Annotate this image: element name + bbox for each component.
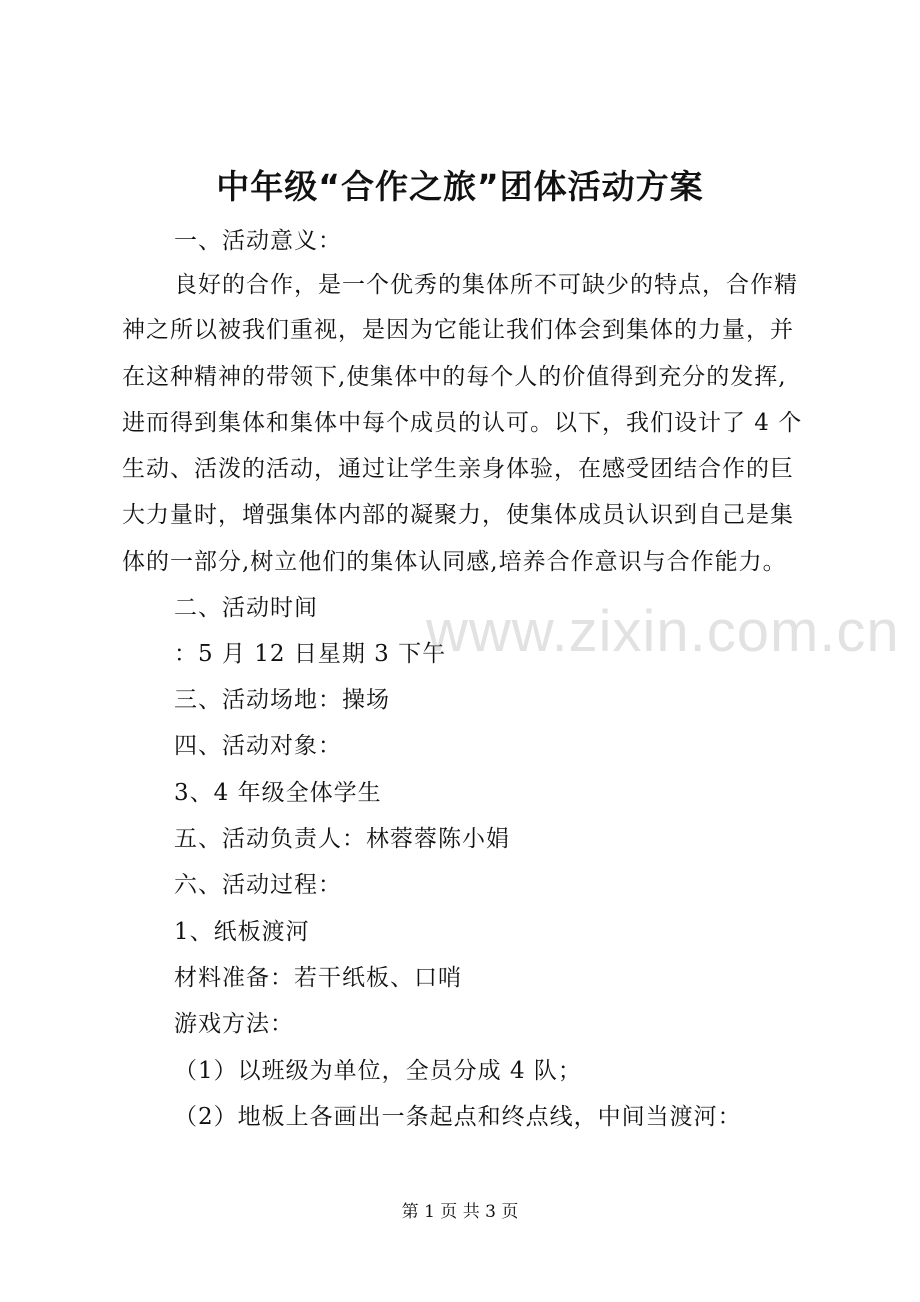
document-title: 中年级“合作之旅”团体活动方案 [216, 167, 704, 206]
game-method-heading: 游戏方法： [174, 1011, 294, 1037]
paragraph-line: 在这种精神的带领下,使集体中的每个人的价值得到充分的发挥, [122, 364, 787, 390]
watermark: www.zixin.com.cn [426, 599, 900, 664]
activity-1-title: 1、纸板渡河 [174, 919, 310, 945]
paragraph-line: 进而得到集体和集体中每个成员的认可。以下，我们设计了 4 个 [122, 410, 803, 436]
section-heading-audience: 四、活动对象： [174, 733, 342, 759]
method-step-1: （1）以班级为单位，全员分成 4 队； [174, 1058, 582, 1084]
section-heading-process: 六、活动过程： [174, 872, 342, 898]
page-footer: 第 1 页 共 3 页 [401, 1202, 519, 1222]
paragraph-line: 生动、活泼的活动，通过让学生亲身体验，在感受团结合作的巨 [122, 456, 794, 482]
materials-line: 材料准备：若干纸板、口哨 [174, 965, 462, 991]
paragraph-line: 良好的合作，是一个优秀的集体所不可缺少的特点，合作精 [174, 272, 798, 298]
audience-value: 3、4 年级全体学生 [174, 780, 382, 806]
section-heading-time: 二、活动时间 [174, 595, 318, 621]
paragraph-line: 大力量时，增强集体内部的凝聚力，使集体成员认识到自己是集 [122, 502, 794, 528]
section-heading-significance: 一、活动意义： [174, 228, 342, 254]
section-heading-venue: 三、活动场地：操场 [174, 687, 390, 713]
paragraph-line: 神之所以被我们重视，是因为它能让我们体会到集体的力量，并 [122, 317, 794, 343]
section-heading-leaders: 五、活动负责人：林蓉蓉陈小娟 [174, 826, 510, 852]
paragraph-line: 体的一部分,树立他们的集体认同感,培养合作意识与合作能力。 [122, 549, 787, 575]
activity-time-value: ：5 月 12 日星期 3 下午 [174, 641, 447, 667]
method-step-2: （2）地板上各画出一条起点和终点线，中间当渡河： [174, 1104, 742, 1130]
